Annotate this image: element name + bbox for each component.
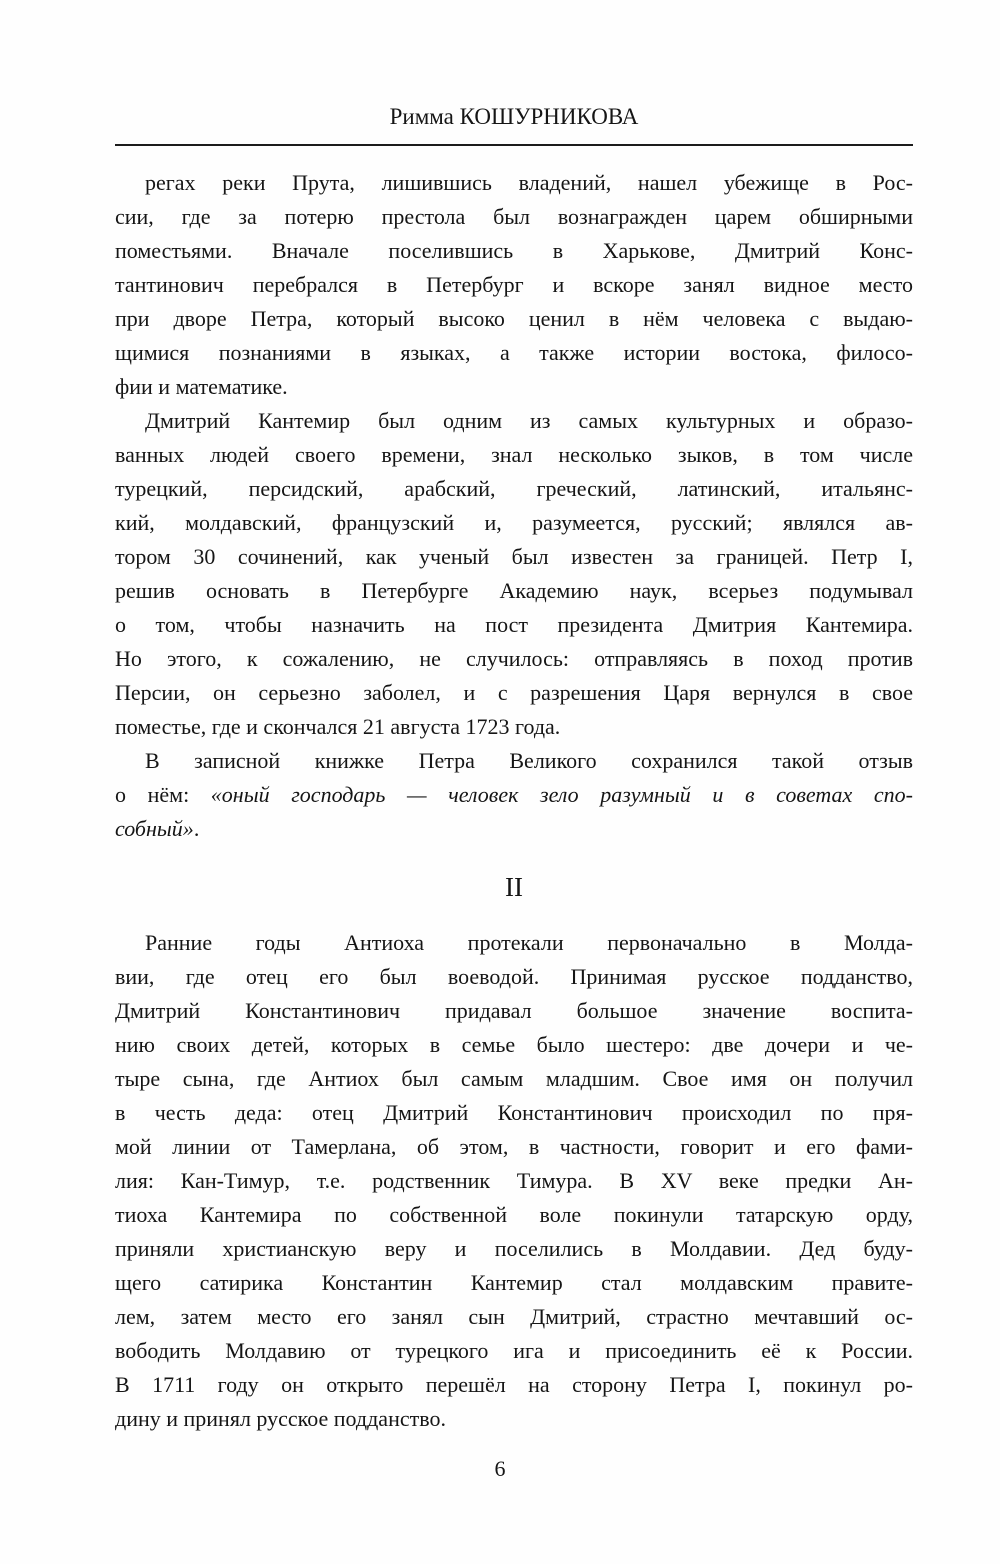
text-line: дину и принял русское подданство. [115, 1406, 446, 1431]
text-line: при дворе Петра, который высоко ценил в нём человека с выдаю- [115, 306, 913, 331]
text-line: приняли христианскую веру и поселились в Молдавии. Дед буду- [115, 1236, 913, 1261]
section-heading: II [505, 872, 523, 902]
page-body [115, 166, 913, 1436]
text-line: щимися познаниями в языках, а также истории востока, филосо- [115, 340, 913, 365]
text-line: вободить Молдавию от турецкого ига и присоединить её к России. [115, 1338, 913, 1363]
quote-italic-text: «оный господарь — человек зело разумный и в советах спо- [210, 782, 913, 807]
text-line: поместьями. Вначале поселившись в Харькове, Дмитрий Конс- [115, 238, 913, 263]
text-line: Но этого, к сожалению, не случилось: отправляясь в поход против [115, 646, 913, 671]
text-line: нию своих детей, которых в семье было шестеро: две дочери и че- [115, 1032, 913, 1057]
text-line: щего сатирика Константин Кантемир стал молдавским правите- [115, 1270, 913, 1295]
quote-italic-text: собный» [115, 816, 194, 841]
text-line: лем, затем место его занял сын Дмитрий, страстно мечтавший ос- [115, 1304, 913, 1329]
text-line: тантинович перебрался в Петербург и вскоре занял видное место [115, 272, 913, 297]
text-line: ванных людей своего времени, знал несколько зыков, в том числе [115, 442, 913, 467]
text-line: тиоха Кантемира по собственной воле покинули татарскую орду, [115, 1202, 913, 1227]
paragraph-2 [115, 404, 913, 744]
text-line: фии и математике. [115, 374, 288, 399]
quote-tail: . [193, 816, 200, 841]
page-number: 6 [494, 1456, 506, 1481]
text-line: поместье, где и скончался 21 августа 1723 года. [115, 714, 561, 739]
text-line: в честь деда: отец Дмитрий Константинович происходил по пря- [115, 1100, 913, 1125]
text-line: тыре сына, где Антиох был самым младшим. Свое имя он получил [115, 1066, 913, 1091]
header-rule [115, 144, 913, 146]
text-line: Персии, он серьезно заболел, и с разрешения Царя вернулся в свое [115, 680, 913, 705]
text-line [115, 812, 913, 846]
text-line: о том, чтобы назначить на пост президента Дмитрия Кантемира. [115, 612, 913, 637]
text-line: Дмитрий Кантемир был одним из самых культурных и образо- [145, 408, 913, 433]
text-line: Дмитрий Константинович придавал большое значение воспита- [115, 998, 913, 1023]
text-line: лия: Кан-Тимур, т.е. родственник Тимура. В XV веке предки Ан- [115, 1168, 913, 1193]
author-name: Римма КОШУРНИКОВА [389, 104, 639, 129]
text-line: кий, молдавский, французский и, разумеется, русский; являлся ав- [115, 510, 913, 535]
paragraph-4 [115, 926, 913, 1436]
text-line: тором 30 сочинений, как ученый был известен за границей. Петр I, [115, 544, 913, 569]
text-line: В 1711 году он открыто перешёл на сторону Петра I, покинул ро- [115, 1372, 913, 1397]
text-block [115, 0, 913, 1436]
text-line: турецкий, персидский, арабский, греческий, латинский, итальянс- [115, 476, 913, 501]
running-header [115, 0, 913, 132]
text-line: решив основать в Петербурге Академию наук, всерьез подумывал [115, 578, 913, 603]
paragraph-3-quote [115, 744, 913, 846]
text-line: В записной книжке Петра Великого сохранился такой отзыв [145, 748, 913, 773]
text-line [115, 778, 913, 812]
text-line: регах реки Прута, лишившись владений, нашел убежище в Рос- [145, 170, 913, 195]
paragraph-1 [115, 166, 913, 404]
text-line: сии, где за потерю престола был вознагражден царем обширными [115, 204, 913, 229]
text-line: вии, где отец его был воеводой. Принимая русское подданство, [115, 964, 913, 989]
text-line: мой линии от Тамерлана, об этом, в частности, говорит и его фами- [115, 1134, 913, 1159]
text-line: Ранние годы Антиоха протекали первоначально в Молда- [145, 930, 913, 955]
quote-lead: о нём: [115, 782, 211, 807]
